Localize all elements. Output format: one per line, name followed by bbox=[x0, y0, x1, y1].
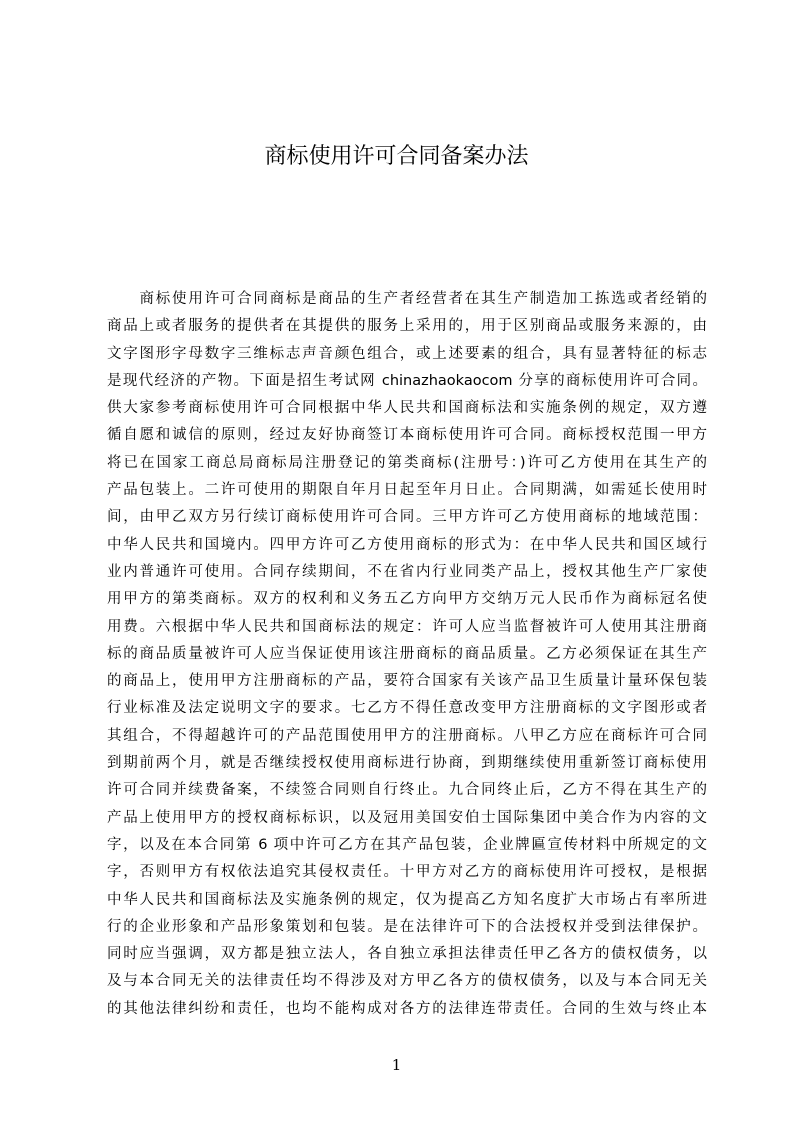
body-line: 用甲方的第类商标。双方的权利和义务五乙方向甲方交纳万元人民币作为商标冠名使 bbox=[107, 591, 707, 608]
body-line: 供大家参考商标使用许可合同根据中华人民共和国商标法和实施条例的规定，双方遵 bbox=[107, 400, 707, 417]
body-line: 中华人民共和国商标法及实施条例的规定，仅为提高乙方知名度扩大市场占有率所进 bbox=[107, 891, 707, 908]
body-line: 将已在国家工商总局商标局注册登记的第类商标(注册号：)许可乙方使用在其生产的 bbox=[107, 454, 707, 471]
document-title: 商标使用许可合同备案办法 bbox=[264, 144, 529, 169]
body-line: 业内普通许可使用。合同存续期间，不在省内行业同类产品上，授权其他生产厂家使 bbox=[107, 563, 707, 580]
body-line: 的商品上，使用甲方注册商标的产品，要符合国家有关该产品卫生质量计量环保包装 bbox=[107, 673, 707, 690]
body-line: 文字图形字母数字三维标志声音颜色组合，或上述要素的组合，具有显著特征的标志 bbox=[107, 345, 707, 362]
body-line: 标的商品质量被许可人应当保证使用该注册商标的商品质量。乙方必须保证在其生产 bbox=[107, 645, 707, 662]
body-line: 到期前两个月，就是否继续授权使用商标进行协商，到期继续使用重新签订商标使用 bbox=[107, 755, 707, 772]
page-number: 1 bbox=[391, 1056, 402, 1074]
body-line: 中华人民共和国境内。四甲方许可乙方使用商标的形式为：在中华人民共和国区域行 bbox=[107, 536, 707, 553]
body-line: 行的企业形象和产品形象策划和包装。是在法律许可下的合法授权并受到法律保护。 bbox=[107, 918, 707, 935]
body-line: 的其他法律纠纷和责任，也均不能构成对各方的法律连带责任。合同的生效与终止本 bbox=[107, 1000, 707, 1017]
body-line: 是现代经济的产物。下面是招生考试网 chinazhaokaocom 分享的商标使用许可合同。 bbox=[107, 372, 707, 389]
body-line: 产品上使用甲方的授权商标标识，以及冠用美国安伯士国际集团中美合作为内容的文 bbox=[107, 809, 707, 826]
body-line: 其组合，不得超越许可的产品范围使用甲方的注册商标。八甲乙方应在商标许可合同 bbox=[107, 727, 707, 744]
body-line: 及与本合同无关的法律责任均不得涉及对方甲乙各方的债权债务，以及与本合同无关 bbox=[107, 973, 707, 990]
body-line: 用费。六根据中华人民共和国商标法的规定：许可人应当监督被许可人使用其注册商 bbox=[107, 618, 707, 635]
body-line: 产品包装上。二许可使用的期限自年月日起至年月日止。合同期满，如需延长使用时 bbox=[107, 482, 707, 499]
body-line: 字，以及在本合同第 6 项中许可乙方在其产品包装，企业牌匾宣传材料中所规定的文 bbox=[107, 836, 707, 853]
body-line: 字，否则甲方有权依法追究其侵权责任。十甲方对乙方的商标使用许可授权，是根据 bbox=[107, 864, 707, 881]
body-line: 行业标准及法定说明文字的要求。七乙方不得任意改变甲方注册商标的文字图形或者 bbox=[107, 700, 707, 717]
body-line: 商标使用许可合同商标是商品的生产者经营者在其生产制造加工拣选或者经销的 bbox=[107, 291, 707, 307]
body-line: 许可合同并续费备案，不续签合同则自行终止。九合同终止后，乙方不得在其生产的 bbox=[107, 782, 707, 799]
body-line: 间，由甲乙双方另行续订商标使用许可合同。三甲方许可乙方使用商标的地域范围： bbox=[107, 509, 707, 526]
body-paragraph bbox=[107, 286, 707, 1023]
body-line: 循自愿和诚信的原则，经过友好协商签订本商标使用许可合同。商标授权范围一甲方 bbox=[107, 427, 707, 444]
body-line: 同时应当强调，双方都是独立法人，各自独立承担法律责任甲乙各方的债权债务，以 bbox=[107, 946, 707, 963]
body-line: 商品上或者服务的提供者在其提供的服务上采用的，用于区别商品或服务来源的，由 bbox=[107, 318, 707, 335]
